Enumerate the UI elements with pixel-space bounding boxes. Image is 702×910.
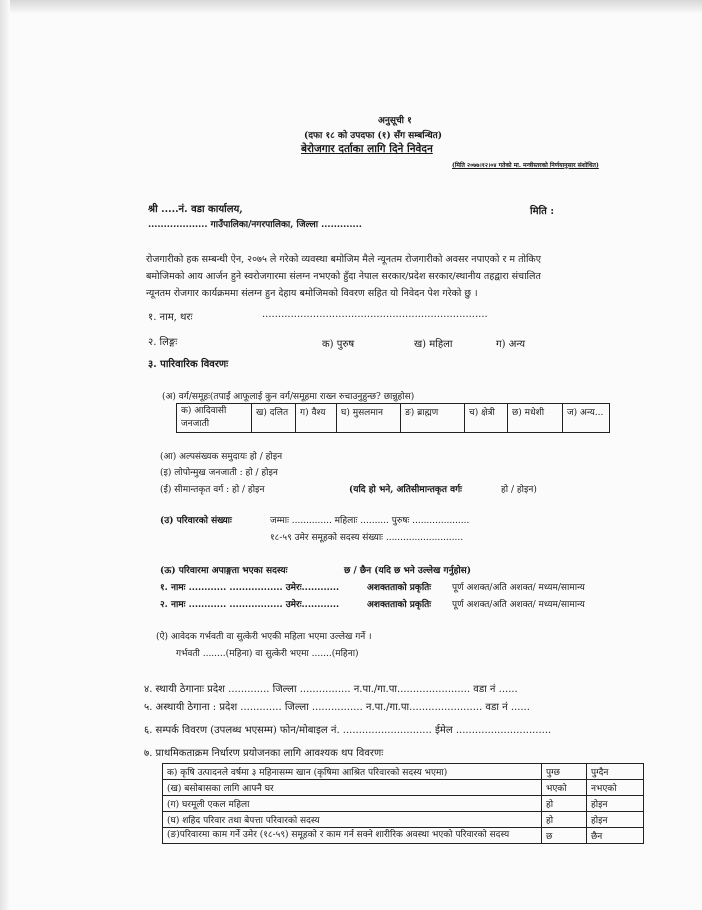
addressee-line-2: ................... गाउँपालिका/नगरपालिका, जिल्ला .............: [148, 220, 362, 230]
gender-option-female[interactable]: ख) महिला: [414, 339, 453, 350]
disability-label: (ऊ) परिवारमा अपाङ्गता भएका सदस्यः: [160, 566, 288, 576]
intro-line: रोजगारीको हक सम्बन्धी ऐन, २०७५ ले गरेको व्यवस्था बमोजिम मैले न्यूनतम रोजगारीको अवसर नपाएको र म तोकिए: [146, 254, 541, 265]
working-age-count-field[interactable]: १८-५९ उमेर समूहको सदस्य संख्याः ...........................: [270, 533, 464, 543]
temporary-address-row[interactable]: ५. अस्थायी ठेगाना : प्रदेश ............. जिल्ला ................ न.पा./गा.पा....................... वडा नं ......: [144, 702, 530, 713]
intro-paragraph: [146, 251, 541, 302]
highly-marginalized-choice: हो / होइन): [501, 485, 537, 495]
q7-label: ७. प्राथमिकताक्रम निर्धारण प्रयोजनका लागि आवश्यक थप विवरणः: [144, 748, 384, 759]
contact-row[interactable]: ६. सम्पर्क विवरण (उपलब्ध भएसम्म) फोन/मोबाइल नं. ............................ ईमेल ..............................: [144, 725, 552, 736]
q1-name-field[interactable]: .......................................................................: [262, 309, 488, 320]
priority-yes[interactable]: हो: [542, 796, 587, 812]
priority-no[interactable]: पुग्दैन: [587, 764, 644, 780]
marginalized-row: (ई) सीमान्तकृत वर्ग : हो / होइन: [160, 485, 265, 495]
pregnancy-months-field[interactable]: गर्भवती ........(महिना) वा सुत्केरी भएमा .......(महिना): [176, 649, 359, 659]
q3-label: ३. पारिवारिक विवरणः: [148, 359, 229, 370]
permanent-address-row[interactable]: ४. स्थायी ठेगानाः प्रदेश ............. जिल्ला ................ न.पा./गा.पा....................... वडा नं ......: [144, 684, 518, 695]
disability-severity-options[interactable]: पूर्ण अशक्त/अति अशक्त/ मध्यम/सामान्य: [452, 583, 585, 593]
caste-option[interactable]: च) क्षेत्री: [465, 404, 508, 433]
priority-no[interactable]: होइन: [587, 812, 644, 828]
disability-choice: छ / छैन (यदि छ भने उल्लेख गर्नुहोस): [344, 566, 472, 576]
caste-option[interactable]: ङ) ब्राह्मण: [401, 404, 465, 433]
priority-no[interactable]: होइन: [587, 796, 644, 812]
priority-no[interactable]: छैन: [587, 828, 644, 844]
intro-line: बमोजिमको आय आर्जन हुने स्वरोजगारमा संलग्न नभएको हुँदा नेपाल सरकार/प्रदेश सरकार/स्थानीय तहद्वारा संचालित: [146, 271, 541, 282]
gender-option-male[interactable]: क) पुरुष: [322, 339, 355, 350]
priority-yes[interactable]: छ: [542, 828, 587, 844]
caste-option[interactable]: ख) दलित: [252, 404, 296, 433]
table-row: [163, 764, 644, 780]
priority-yes[interactable]: भएको: [542, 780, 587, 796]
minority-row: (आ) अल्पसंख्यक समुदायः हो / होइन: [160, 452, 283, 462]
highly-marginalized-label: (यदि हो भने, अतिसीमान्तकृत वर्गः: [349, 485, 462, 495]
disabled-member-name[interactable]: १. नामः ............ ................. उमेरः............: [160, 583, 340, 593]
priority-no[interactable]: नभएको: [587, 780, 644, 796]
schedule-label: अनुसूची १: [378, 116, 412, 126]
caste-option[interactable]: ज) अन्य...: [563, 404, 610, 433]
scan-top-edge: [0, 0, 702, 14]
disability-nature-label: अशक्तताको प्रकृतिः: [367, 600, 432, 610]
priority-item: (ङ)परिवारमा काम गर्ने उमेर (१८-५९) समूहको र काम गर्न सक्ने शारीरिक अवस्था भएको परिवारको सदस्य: [163, 828, 542, 844]
disabled-member-name[interactable]: २. नामः ............ ................. उमेरः............: [160, 600, 340, 610]
date-label: मिति :: [530, 206, 555, 217]
disability-nature-label: अशक्तताको प्रकृतिः: [367, 583, 432, 593]
amendment-note: (मिति २०७७।१२।०४ गतेको मा. मन्त्रीस्तरको निर्णयानुसार संशोधित): [452, 162, 599, 169]
endangered-row: (इ) लोपोन्मुख जनजाती : हो / होइन: [160, 468, 278, 478]
priority-item: क) कृषि उत्पादनले वर्षमा ३ महिनासम्म खान (कृषिमा आश्रित परिवारको सदस्य भएमा): [163, 764, 542, 780]
page-title: बेरोजगार दर्ताका लागि दिने निवेदन: [301, 143, 433, 155]
table-row: [163, 828, 644, 844]
caste-option[interactable]: ग) वैश्य: [296, 404, 337, 433]
caste-option[interactable]: क) आदिवासी जनजाती: [177, 404, 252, 433]
table-row: [163, 780, 644, 796]
disability-severity-options[interactable]: पूर्ण अशक्त/अति अशक्त/ मध्यम/सामान्य: [452, 600, 585, 610]
q3a-label: (अ) वर्ग/समूहः(तपाईं आफूलाई कुन वर्ग/समूहमा राख्न रुचाउनुहुन्छ? छान्नुहोस): [162, 392, 415, 402]
caste-group-table: [176, 403, 610, 433]
family-count-fields[interactable]: जम्माः .............. महिलाः .......... पुरुषः ....................: [270, 516, 470, 526]
priority-yes[interactable]: हो: [542, 812, 587, 828]
caste-option[interactable]: घ) मुसलमान: [337, 404, 401, 433]
priority-item: (ग) घरमूली एकल महिला: [163, 796, 542, 812]
gender-option-other[interactable]: ग) अन्य: [496, 339, 526, 350]
priority-item: (ख) बसोबासका लागि आफ्नै घर: [163, 780, 542, 796]
q1-label: १. नाम, थरः: [148, 312, 193, 323]
addressee-line-1: श्री .....नं. वडा कार्यालय,: [148, 204, 243, 215]
pregnancy-note: (ऐ) आवेदक गर्भवती वा सुत्केरी भएकी महिला भएमा उल्लेख गर्ने ।: [156, 632, 372, 642]
table-row: [163, 796, 644, 812]
family-count-label: (उ) परिवारको संख्याः: [160, 516, 232, 526]
table-row: [163, 812, 644, 828]
caste-option[interactable]: छ) मधेशी: [508, 404, 563, 433]
priority-yes[interactable]: पुग्छ: [542, 764, 587, 780]
scan-left-edge: [0, 0, 10, 910]
q2-label: २. लिङ्गः: [148, 337, 178, 348]
priority-item: (घ) शहिद परिवार तथा बेपत्ता परिवारको सदस्य: [163, 812, 542, 828]
priority-table: [162, 763, 644, 844]
section-reference: (दफा १८ को उपदफा (१) सँग सम्बन्धित): [304, 131, 443, 141]
intro-line: न्यूनतम रोजगार कार्यक्रममा संलग्न हुन देहाय बमोजिमको विवरण सहित यो निवेदन पेश गरेको छु ।: [146, 288, 478, 299]
